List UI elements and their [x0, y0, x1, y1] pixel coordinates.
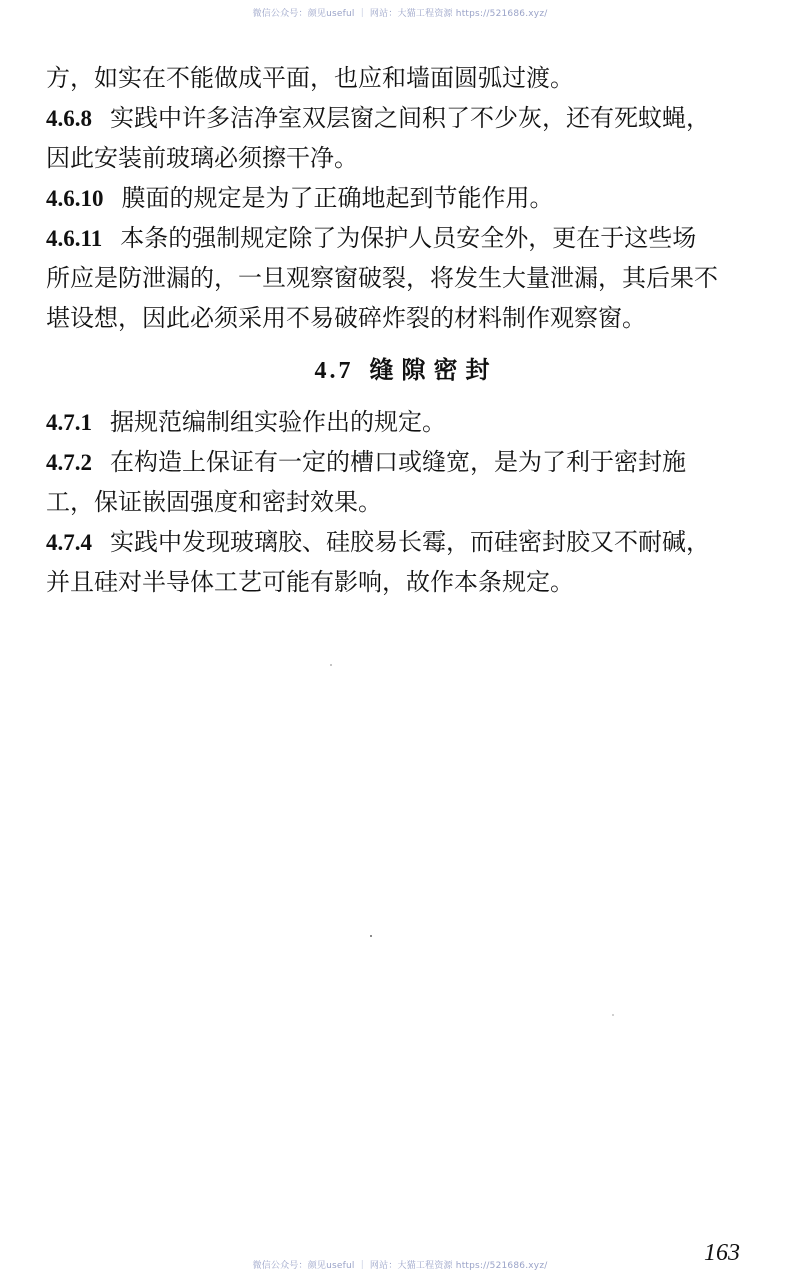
- section-number: 4.7: [314, 358, 354, 384]
- scan-speck: [612, 1014, 614, 1016]
- clause-4-7-1: [46, 402, 766, 442]
- document-body: [46, 58, 766, 602]
- clause-text: 实践中发现玻璃胶、硅胶易长霉，而硅密封胶又不耐碱，: [110, 528, 710, 556]
- watermark-bottom: 微信公众号：颜见useful ｜ 网站：大猫工程资源 https://521686.xyz/: [252, 1261, 548, 1271]
- clause-4-6-11-continued: [46, 298, 766, 338]
- clause-4-7-4-continued: [46, 562, 766, 602]
- clause-number: 4.6.11: [46, 226, 103, 251]
- clause-text: 因此安装前玻璃必须擦干净。: [46, 144, 358, 172]
- clause-4-7-2: [46, 442, 766, 482]
- clause-text: 在构造上保证有一定的槽口或缝宽，是为了利于密封施: [110, 448, 686, 476]
- clause-4-6-8-continued: [46, 138, 766, 178]
- clause-4-6-10: [46, 178, 766, 218]
- clause-text: 膜面的规定是为了正确地起到节能作用。: [121, 184, 554, 212]
- clause-text: 工，保证嵌固强度和密封效果。: [46, 488, 382, 516]
- clause-number: 4.6.10: [46, 186, 104, 211]
- clause-text: 并且硅对半导体工艺可能有影响，故作本条规定。: [46, 568, 574, 596]
- scan-speck: [330, 664, 332, 666]
- clause-4-6-8: [46, 98, 766, 138]
- watermark-top: 微信公众号：颜见useful ｜ 网站：大猫工程资源 https://521686.xyz/: [252, 9, 548, 19]
- section-heading: [46, 338, 766, 402]
- page-number: 163: [704, 1240, 740, 1266]
- clause-number: 4.7.2: [46, 450, 92, 475]
- clause-text: 实践中许多洁净室双层窗之间积了不少灰，还有死蚊蝇，: [110, 104, 710, 132]
- clause-4-7-4: [46, 522, 766, 562]
- clause-text: 堪设想，因此必须采用不易破碎炸裂的材料制作观察窗。: [46, 304, 646, 332]
- clause-4-6-11-continued: [46, 258, 766, 298]
- clause-number: 4.7.1: [46, 410, 92, 435]
- clause-text: 所应是防泄漏的，一旦观察窗破裂，将发生大量泄漏，其后果不: [46, 264, 718, 292]
- clause-text: 本条的强制规定除了为保护人员安全外，更在于这些场: [120, 224, 697, 252]
- clause-4-6-11: [46, 218, 766, 258]
- clause-number: 4.7.4: [46, 530, 92, 555]
- section-title: 缝隙密封: [369, 355, 498, 384]
- paragraph-text: 方，如实在不能做成平面，也应和墙面圆弧过渡。: [46, 64, 574, 92]
- clause-4-7-2-continued: [46, 482, 766, 522]
- scan-speck: [370, 935, 372, 937]
- clause-number: 4.6.8: [46, 106, 92, 131]
- paragraph-continuation: [46, 58, 766, 98]
- clause-text: 据规范编制组实验作出的规定。: [110, 408, 446, 436]
